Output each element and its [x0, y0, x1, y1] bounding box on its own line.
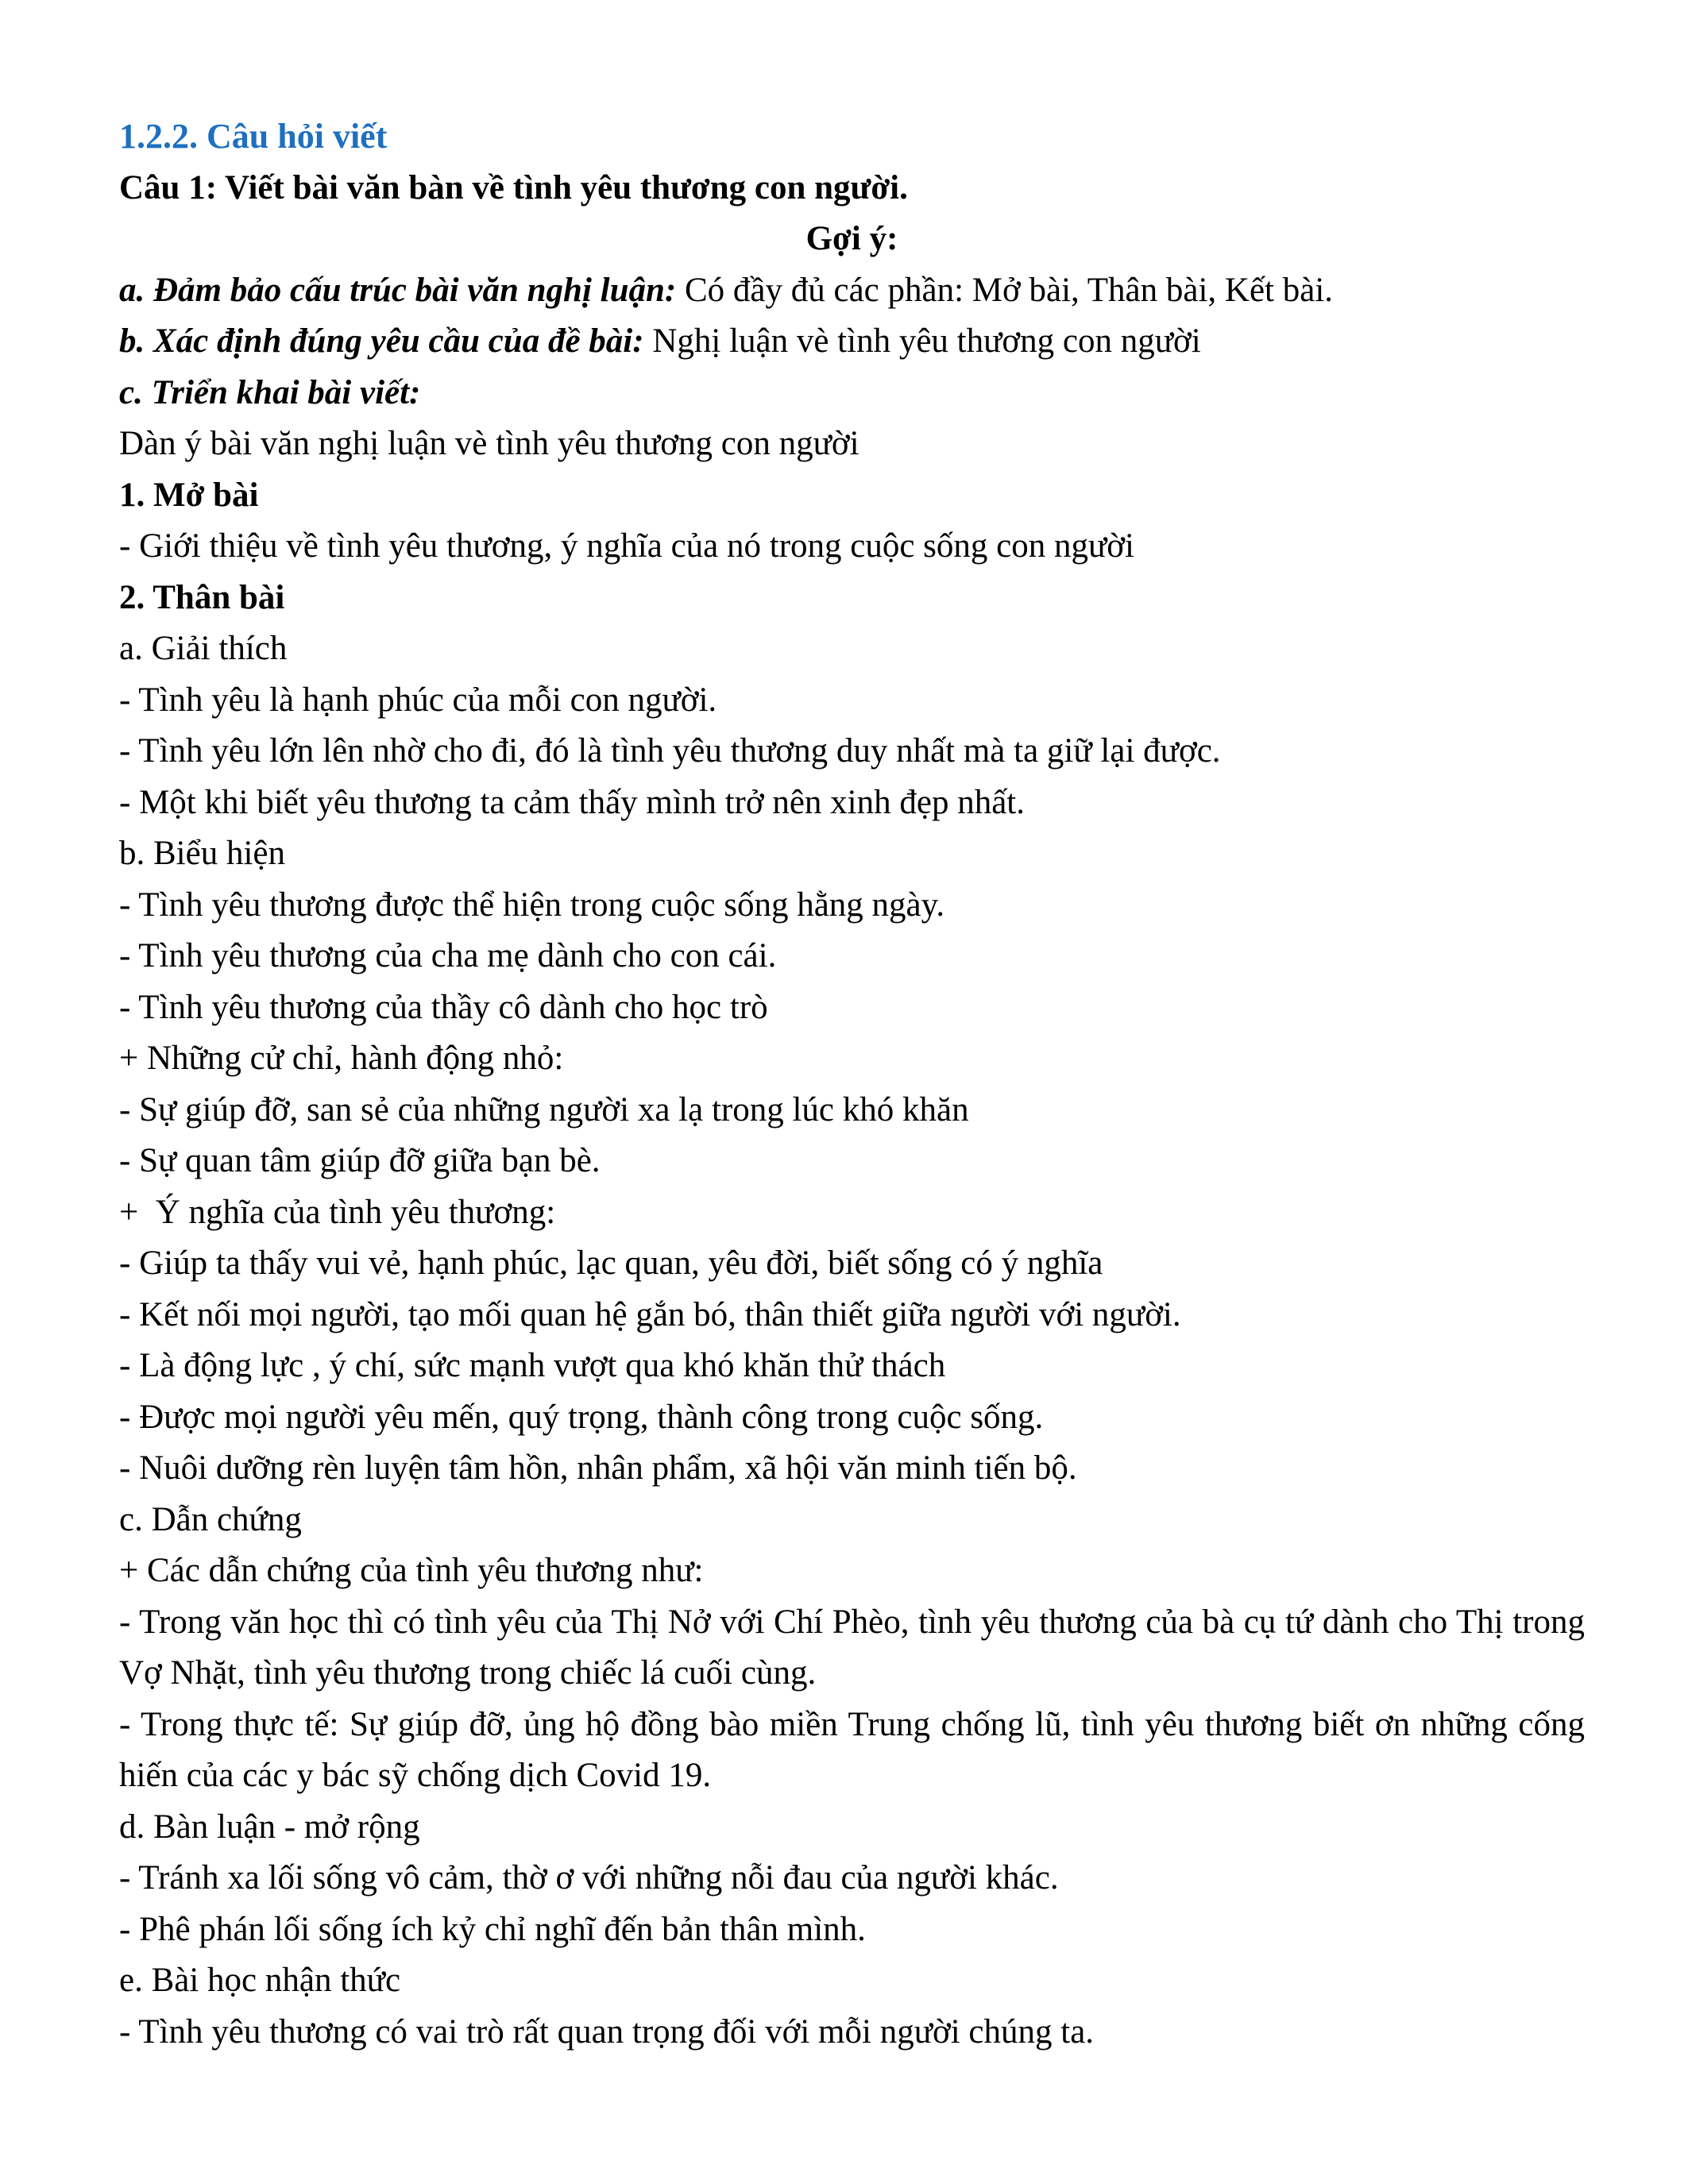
sub-d-title: d. Bàn luận - mở rộng: [119, 1808, 420, 1846]
part1-title: 1. Mở bài: [119, 476, 259, 514]
list-item: - Được mọi người yêu mến, quý trọng, thành công trong cuộc sống.: [119, 1398, 1044, 1436]
question-title: Câu 1: Viết bài văn bàn về tình yêu thương con người.: [119, 168, 908, 206]
list-item: - Tình yêu lớn lên nhờ cho đi, đó là tình yêu thương duy nhất mà ta giữ lại được.: [119, 732, 1221, 770]
item-b-label: b. Xác định đúng yêu cầu của đề bài:: [119, 322, 644, 360]
list-item: - Một khi biết yêu thương ta cảm thấy mình trở nên xinh đẹp nhất.: [119, 783, 1025, 821]
list-item: - Tình yêu thương của thầy cô dành cho học trò: [119, 988, 768, 1026]
sub-e-title: e. Bài học nhận thức: [119, 1962, 401, 1999]
list-item: + Các dẫn chứng của tình yêu thương như:: [119, 1552, 704, 1589]
evidence-reality: - Trong thực tế: Sự giúp đỡ, ủng hộ đồng bào miền Trung chống lũ, tình yêu thương biết ơn những cống hiến của các y bác sỹ chống dịch Covid 19.: [119, 1705, 1593, 1794]
list-item: - Tình yêu thương được thể hiện trong cuộc sống hằng ngày.: [119, 886, 945, 924]
list-item: - Kết nối mọi người, tạo mối quan hệ gắn bó, thân thiết giữa người với người.: [119, 1295, 1181, 1333]
section-heading: 1.2.2. Câu hỏi viết: [119, 117, 388, 156]
item-c-label: c. Triển khai bài viết:: [119, 373, 421, 411]
list-item: - Sự giúp đỡ, san sẻ của những người xa lạ trong lúc khó khăn: [119, 1090, 969, 1129]
outline-intro: Dàn ý bài văn nghị luận vè tình yêu thương con người: [119, 425, 859, 462]
list-item: - Là động lực , ý chí, sức mạnh vượt qua khó khăn thử thách: [119, 1347, 946, 1384]
item-a-text: Có đầy đủ các phần: Mở bài, Thân bài, Kết bài.: [676, 271, 1334, 309]
list-item: - Tránh xa lối sống vô cảm, thờ ơ với những nỗi đau của người khác.: [119, 1859, 1059, 1897]
item-b: [119, 316, 1585, 368]
sub-a-title: a. Giải thích: [119, 630, 288, 667]
evidence-literature: - Trong văn học thì có tình yêu của Thị Nở với Chí Phèo, tình yêu thương của bà cụ tứ dành cho Thị trong Vợ Nhặt, tình yêu thương trong chiếc lá cuối cùng.: [119, 1603, 1593, 1692]
list-item: + Những cử chỉ, hành động nhỏ:: [119, 1040, 564, 1077]
list-item: - Sự quan tâm giúp đỡ giữa bạn bè.: [119, 1142, 601, 1179]
part2-title: 2. Thân bài: [119, 578, 285, 616]
list-item: - Tình yêu thương có vai trò rất quan trọng đối với mỗi người chúng ta.: [119, 2012, 1095, 2051]
list-item: - Giúp ta thấy vui vẻ, hạnh phúc, lạc quan, yêu đời, biết sống có ý nghĩa: [119, 1244, 1103, 1282]
hint-title: Gợi ý:: [805, 220, 898, 257]
list-item: + Ý nghĩa của tình yêu thương:: [119, 1193, 556, 1231]
part1-line: - Giới thiệu về tình yêu thương, ý nghĩa của nó trong cuộc sống con người: [119, 527, 1134, 565]
sub-b-title: b. Biểu hiện: [119, 835, 285, 872]
list-item: - Tình yêu là hạnh phúc của mỗi con người.: [119, 681, 717, 719]
list-item: - Phê phán lối sống ích kỷ chỉ nghĩ đến bản thân mình.: [119, 1910, 866, 1948]
item-a: [119, 265, 1585, 317]
list-item: - Nuôi dưỡng rèn luyện tâm hồn, nhân phẩm, xã hội văn minh tiến bộ.: [119, 1449, 1077, 1487]
list-item: - Tình yêu thương của cha mẹ dành cho con cái.: [119, 937, 777, 974]
sub-c-title: c. Dẫn chứng: [119, 1500, 302, 1538]
item-a-label: a. Đảm bảo cấu trúc bài văn nghị luận:: [119, 271, 677, 309]
document-page: [119, 111, 1593, 2058]
item-b-text: Nghị luận vè tình yêu thương con người: [643, 322, 1201, 360]
